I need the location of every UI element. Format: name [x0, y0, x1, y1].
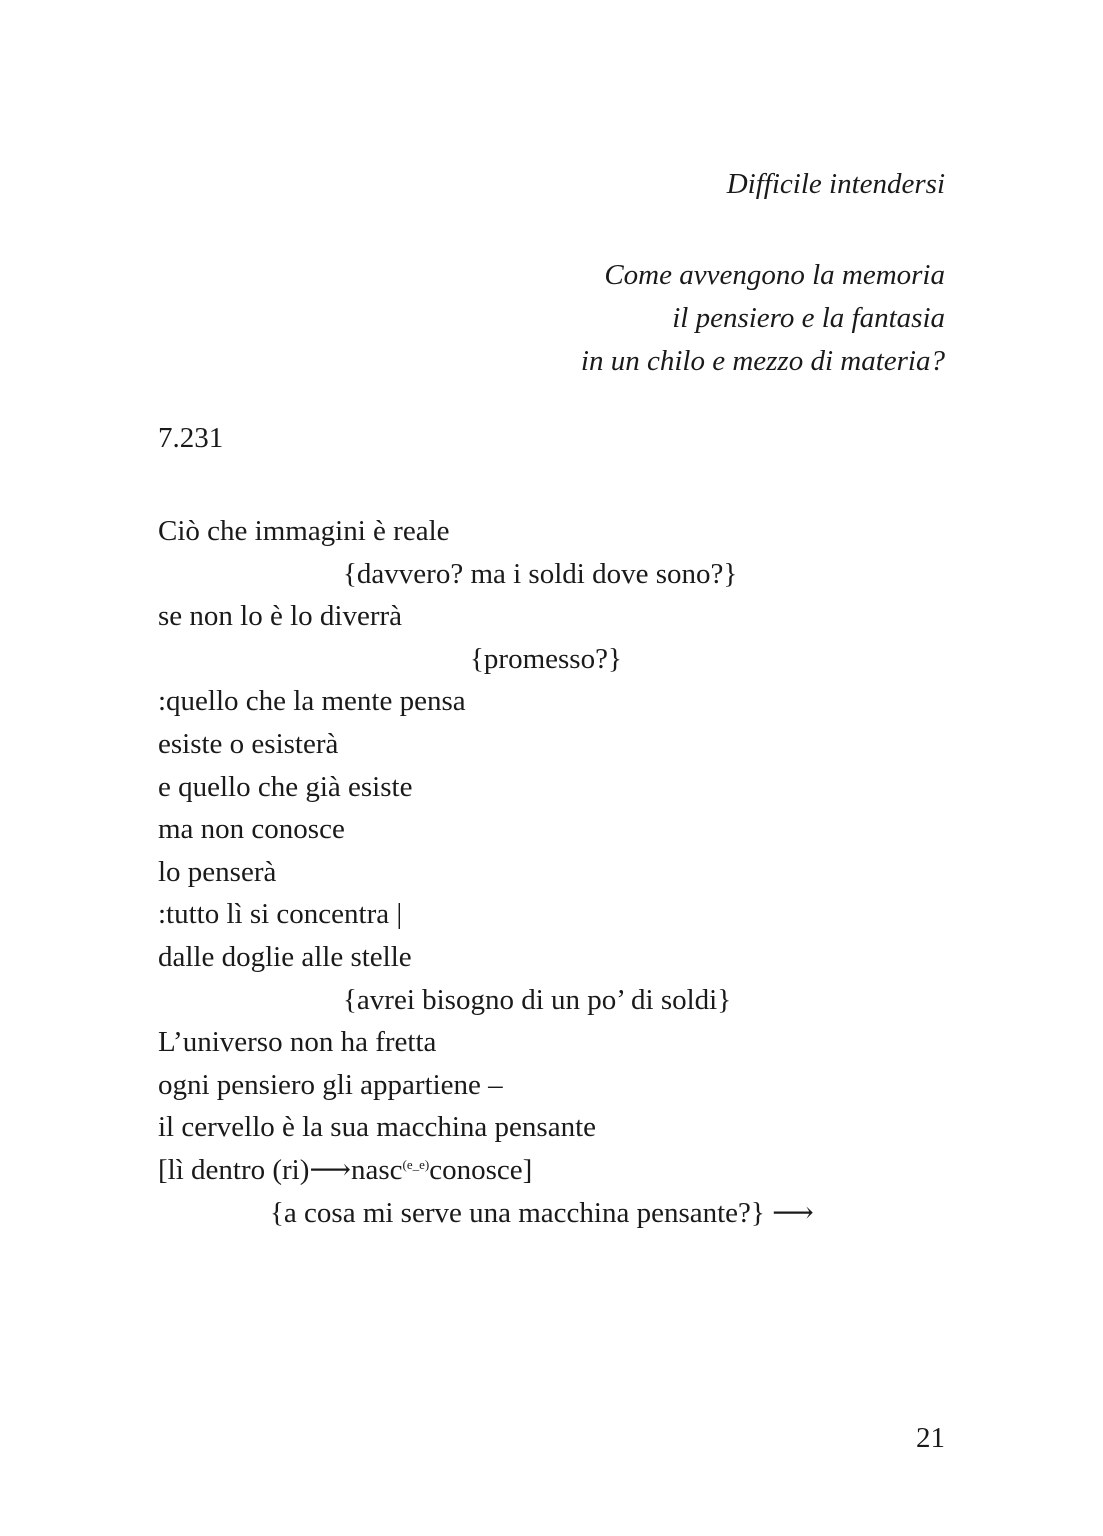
- poem-line: dalle doglie alle stelle: [158, 940, 412, 973]
- epigraph: [581, 254, 945, 383]
- poem-aside-line: {a cosa mi serve una macchina pensante?} ⟶: [270, 1196, 814, 1229]
- page-number: 21: [916, 1422, 945, 1454]
- poem-line-part: [lì dentro (ri)⟶nasc: [158, 1153, 403, 1186]
- poem-line: :tutto lì si concentra |: [158, 898, 403, 931]
- poem-aside-line: {avrei bisogno di un po’ di soldi}: [343, 983, 732, 1016]
- poem-line: se non lo è lo diverrà: [158, 600, 403, 633]
- poem-body: [158, 510, 814, 1234]
- poem-line: :quello che la mente pensa: [158, 685, 466, 718]
- section-number: 7.231: [158, 422, 224, 454]
- poem-line: e quello che già esiste: [158, 770, 413, 803]
- poem-line: ma non conosce: [158, 813, 345, 846]
- epigraph-line: il pensiero e la fantasia: [672, 302, 945, 334]
- epigraph-line: in un chilo e mezzo di materia?: [580, 345, 945, 377]
- poem-line: Ciò che immagini è reale: [158, 515, 450, 547]
- epigraph-line: Come avvengono la memoria: [604, 259, 945, 291]
- poem-line-with-superscript: [158, 1149, 814, 1192]
- poem-line-part: conosce]: [429, 1153, 533, 1186]
- poem-title: Difficile intendersi: [726, 168, 945, 200]
- poem-aside-line: {promesso?}: [470, 642, 622, 675]
- poem-line: L’universo non ha fretta: [158, 1026, 437, 1059]
- poem-line: esiste o esisterà: [158, 727, 339, 760]
- poem-line: lo penserà: [158, 855, 277, 888]
- poem-line: il cervello è la sua macchina pensante: [158, 1111, 597, 1144]
- poem-aside-line: {davvero? ma i soldi dove sono?}: [343, 557, 738, 590]
- superscript-note: (e_e): [402, 1156, 430, 1172]
- poem-line: ogni pensiero gli appartiene –: [158, 1068, 503, 1101]
